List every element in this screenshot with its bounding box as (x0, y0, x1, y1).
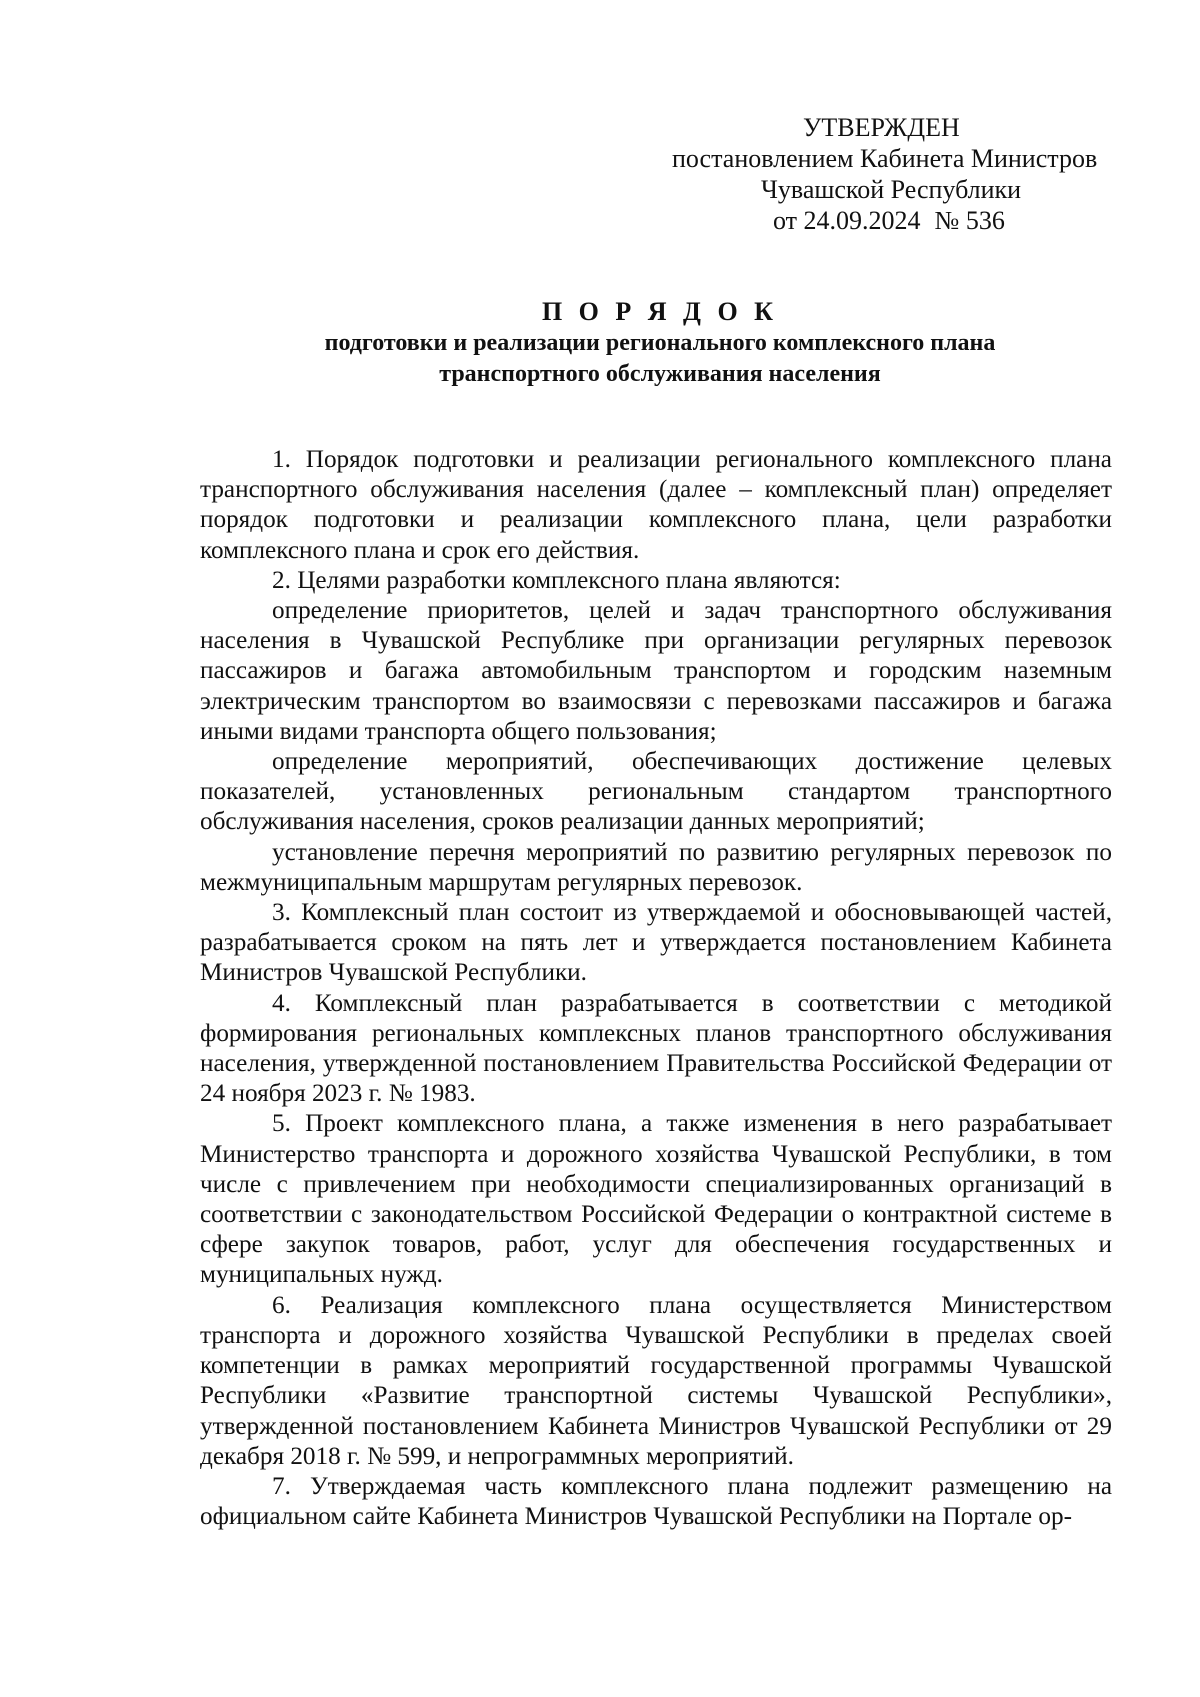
paragraph-2: 2. Целями разработки комплексного плана являются: (272, 566, 841, 594)
approval-date: от 24.09.2024 (773, 206, 921, 235)
paragraph-6: 6. Реализация комплексного плана осуществляется Министерством транспорта и дорожного хозяйства Чувашской Республики в пределах своей компетенции в рамках мероприятий государственной программы Чувашской Республики «Развитие транспортной системы Чувашской Республики», утвержденной постановлением Кабинета Министров Чувашской Республики от 29 декабря 2018 г. № 599, и непрограммных мероприятий. (200, 1291, 1112, 1470)
document-title-block (200, 296, 1120, 390)
paragraph-5: 5. Проект комплексного плана, а также изменения в него разрабатывает Министерство транспорта и дорожного хозяйства Чувашской Республики, в том числе с привлечением при необходимости специализированных организаций в соответствии с законодательством Российской Федерации о контрактной системе в сфере закупок товаров, работ, услуг для обеспечения государственных и муниципальных нужд. (200, 1110, 1112, 1289)
document-subtitle-line-2: транспортного обслуживания населения (439, 361, 881, 387)
approval-issuer: постановлением Кабинета Министров (672, 144, 1098, 173)
paragraph-2-item-2: определение мероприятий, обеспечивающих достижение целевых показателей, установленных региональным стандартом транспортного обслуживания населения, сроков реализации данных мероприятий; (200, 748, 1112, 836)
paragraph-4: 4. Комплексный план разрабатывается в соответствии с методикой формирования региональных комплексных планов транспортного обслуживания населения, утвержденной постановлением Правительства Российской Федерации от 24 ноября 2023 г. № 1983. (200, 989, 1112, 1108)
approval-heading: УТВЕРЖДЕН (803, 113, 960, 142)
approval-region: Чувашской Республики (761, 175, 1022, 204)
paragraph-2-item-3: установление перечня мероприятий по развитию регулярных перевозок по межмуниципальным маршрутам регулярных перевозок. (200, 838, 1112, 896)
paragraph-2-item-1: определение приоритетов, целей и задач транспортного обслуживания населения в Чувашской Республике при организации регулярных перевозок пассажиров и багажа автомобильным транспортом и городским наземным электрическим транспортом во взаимосвязи с перевозками пассажиров и багажа иными видами транспорта общего пользования; (200, 597, 1112, 745)
document-title: П О Р Я Д О К (541, 297, 779, 326)
approval-number: № 536 (934, 206, 1005, 235)
document-body (200, 445, 1112, 1532)
approval-date-line (672, 205, 1132, 236)
paragraph-3: 3. Комплексный план состоит из утверждаемой и обосновывающей частей, разрабатывается сроком на пять лет и утверждается постановлением Кабинета Министров Чувашской Республики. (200, 899, 1112, 987)
approval-stamp (672, 112, 1132, 236)
paragraph-1: 1. Порядок подготовки и реализации регионального комплексного плана транспортного обслуживания населения (далее – комплексный план) определяет порядок подготовки и реализации комплексного плана, цели разработки комплексного плана и срок его действия. (200, 446, 1112, 564)
document-subtitle-line-1: подготовки и реализации регионального комплексного плана (324, 330, 996, 356)
paragraph-7: 7. Утверждаемая часть комплексного плана подлежит размещению на официальном сайте Кабинета Министров Чувашской Республики на Портале ор- (200, 1472, 1112, 1531)
